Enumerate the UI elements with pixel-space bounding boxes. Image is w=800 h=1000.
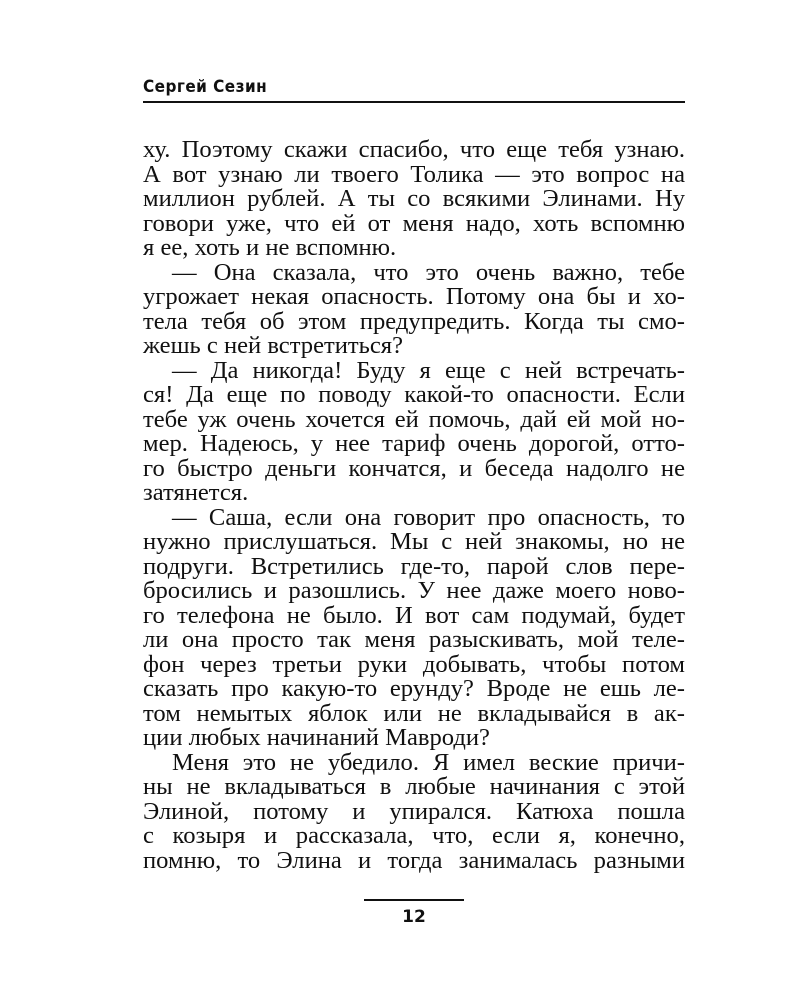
text-line: мер. Надеюсь, у нее тариф очень дорогой, отто-: [143, 430, 685, 457]
running-header: [143, 76, 685, 102]
text-line: Меня это не убедило. Я имел веские причи-: [172, 748, 685, 776]
text-line: ции любых начинаний Мавроди?: [143, 724, 490, 751]
text-line: бросились и разошлись. У нее даже моего ново-: [143, 577, 685, 604]
text-line: — Саша, если она говорит про опасность, то: [172, 503, 685, 531]
text-line: тела тебя об этом предупредить. Когда ты смо-: [143, 307, 685, 335]
text-line: том немытых яблок или не вкладывайся в ак-: [143, 699, 685, 727]
page-number: 12: [402, 907, 426, 927]
text-line: ли она просто так меня разыскивать, мой теле-: [143, 626, 685, 653]
text-line: с козыря и рассказала, что, если я, конечно,: [143, 822, 685, 849]
text-line: ху. Поэтому скажи спасибо, что еще тебя узнаю.: [143, 136, 685, 163]
text-line: ны не вкладываться в любые начинания с этой: [143, 773, 685, 800]
text-line: тебе уж очень хочется ей помочь, дай ей мой но-: [143, 405, 685, 433]
text-line: помню, то Элина и тогда занималась разными: [143, 846, 685, 874]
header-rule: [143, 101, 685, 103]
text-line: — Она сказала, что это очень важно, тебе: [172, 258, 685, 286]
text-line: нужно прислушаться. Мы с ней знакомы, но не: [143, 528, 685, 555]
text-line: го телефона не было. И вот сам подумай, будет: [143, 601, 685, 629]
footer-rule: [364, 899, 464, 901]
text-line: угрожает некая опасность. Потому она бы и хо-: [143, 283, 685, 310]
text-line: Элиной, потому и упирался. Катюха пошла: [143, 797, 685, 825]
text-line: подруги. Встретились где-то, парой слов пере-: [143, 552, 685, 580]
body-text: [143, 138, 685, 873]
text-line: ся! Да еще по поводу какой-то опасности. Если: [143, 381, 685, 408]
text-line: затянется.: [143, 479, 249, 506]
text-line: фон через третьи руки добывать, чтобы потом: [143, 650, 685, 678]
text-line: жешь с ней встретиться?: [143, 332, 403, 359]
text-line: я ее, хоть и не вспомню.: [143, 234, 397, 261]
text-line: говори уже, что ей от меня надо, хоть вспомню: [143, 209, 685, 237]
text-line: го быстро деньги кончатся, и беседа надолго не: [143, 454, 685, 482]
text-line: — Да никогда! Буду я еще с ней встречать-: [172, 356, 685, 384]
text-line: миллион рублей. А ты со всякими Элинами. Ну: [143, 185, 685, 212]
text-line: А вот узнаю ли твоего Толика — это вопрос на: [143, 160, 685, 188]
author-name: Сергей Сезин: [143, 77, 268, 97]
text-line: сказать про какую-то ерунду? Вроде не ешь ле-: [143, 675, 685, 702]
